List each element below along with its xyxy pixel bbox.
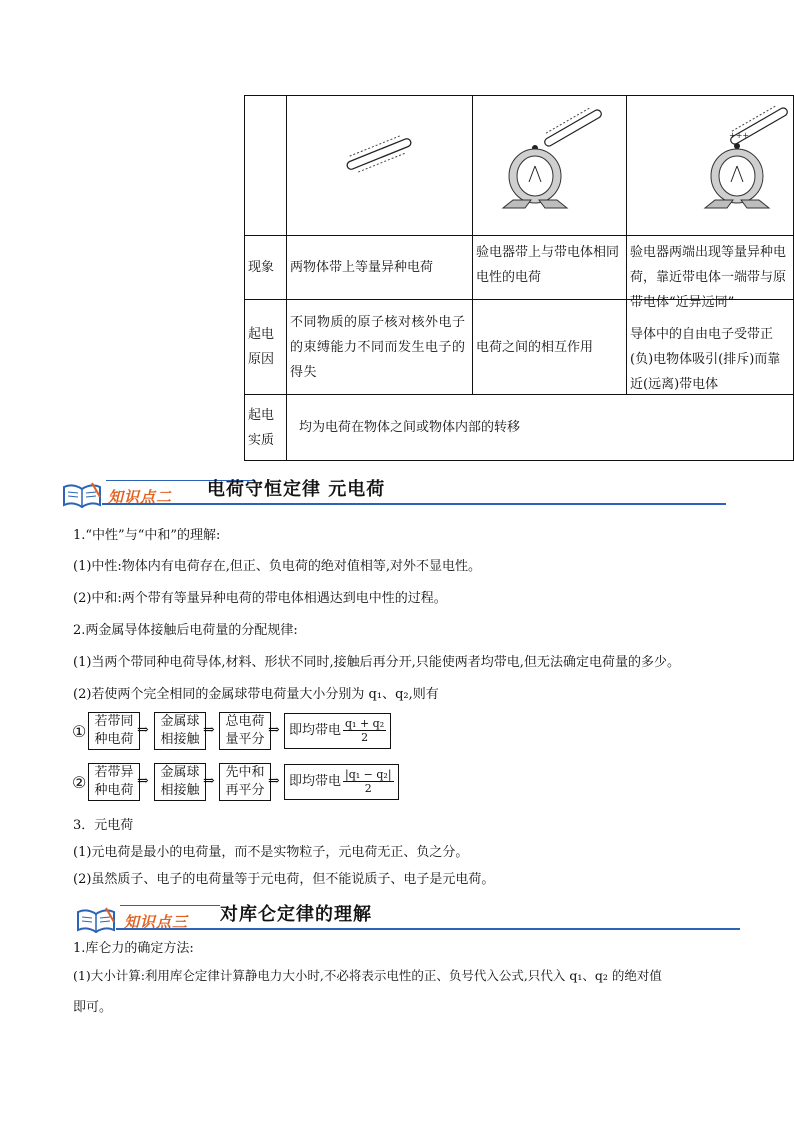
essence-cell: 均为电荷在物体之间或物体内部的转移 (287, 395, 794, 461)
paragraph: (1)中性:物体内有电荷存在,但正、负电荷的绝对值相等,对外不显电性。 (73, 559, 482, 574)
arrow-icon: ⇒ (268, 773, 280, 789)
paragraph: 1.“中性”与“中和”的理解: (73, 528, 221, 543)
fraction: $\frac{\text{q₁ + q₂}}{2}$ (345, 717, 385, 744)
phenomenon-contact: 验电器带上与带电体相同电性的电荷 (473, 236, 627, 300)
section-title: 对库仑定律的理解 (220, 904, 372, 925)
paragraph: 即可。 (73, 1000, 113, 1015)
paragraph: (1)大小计算:利用库仑定律计算静电力大小时,不必将表示电性的正、负号代入公式,只代入 q₁、q₂ 的绝对值 (73, 968, 662, 983)
table-row-essence (245, 395, 794, 461)
electroscope-contact-image (473, 96, 626, 226)
section-label: 知识点二 (108, 488, 173, 506)
electroscope-induction-image-cell (627, 96, 794, 236)
cause-induction: 导体中的自由电子受带正(负)电物体吸引(排斥)而靠近(远离)带电体 (627, 300, 794, 395)
paragraph: 3．元电荷 (73, 818, 134, 833)
arrow-icon: ⇒ (268, 722, 280, 738)
flow-step: 先中和再平分 (219, 763, 271, 801)
section-header-3 (62, 902, 740, 936)
electroscope-induction-image (627, 96, 787, 226)
electroscope-contact-image-cell (473, 96, 627, 236)
header-accent-line (120, 905, 220, 906)
flow-marker: ① (72, 722, 87, 741)
arrow-icon: ⇒ (137, 722, 149, 738)
row-label: 起电实质 (245, 395, 287, 461)
book-icon (62, 481, 102, 509)
flow-marker: ② (72, 773, 87, 792)
book-icon (76, 906, 116, 934)
friction-rods-image (287, 96, 472, 226)
cause-friction: 不同物质的原子核对核外电子的束缚能力不同而发生电子的得失 (287, 300, 473, 395)
svg-text:+++: +++ (729, 131, 750, 140)
flow-result: 即均带电 $\frac{\text{q₁ + q₂}}{2}$ (284, 713, 391, 749)
row-label: 起电原因 (245, 300, 287, 395)
section-title: 电荷守恒定律 元电荷 (207, 479, 386, 500)
flow-step: 若带异种电荷 (88, 763, 140, 801)
table-row-phenomenon (245, 236, 794, 300)
flow-step: 总电荷量平分 (219, 712, 271, 750)
flow-step: 若带同种电荷 (88, 712, 140, 750)
paragraph: (2)虽然质子、电子的电荷量等于元电荷，但不能说质子、电子是元电荷。 (73, 872, 495, 887)
section-header-2 (62, 477, 726, 511)
paragraph: 2.两金属导体接触后电荷量的分配规律: (73, 623, 298, 638)
paragraph: (2)若使两个完全相同的金属球带电荷量大小分别为 q₁、q₂,则有 (73, 687, 439, 702)
arrow-icon: ⇒ (203, 773, 215, 789)
flow-step: 金属球相接触 (154, 763, 206, 801)
paragraph: (2)中和:两个带有等量异种电荷的带电体相遇达到电中性的过程。 (73, 591, 447, 606)
phenomenon-induction: 验电器两端出现等量异种电荷，靠近带电体一端带与原带电体“近异远同” (627, 236, 794, 300)
paragraph: (1)当两个带同种电荷导体,材料、形状不同时,接触后再分开,只能使两者均带电,但无法确定电荷量的多少。 (73, 655, 680, 670)
cause-contact: 电荷之间的相互作用 (473, 300, 627, 395)
charging-methods-table (244, 95, 794, 461)
table-row-images (245, 96, 794, 236)
flow-step: 金属球相接触 (154, 712, 206, 750)
section-label: 知识点三 (124, 913, 189, 931)
phenomenon-friction: 两物体带上等量异种电荷 (287, 236, 473, 300)
arrow-icon: ⇒ (203, 722, 215, 738)
row-label: 现象 (245, 236, 287, 300)
flow-result: 即均带电 $\frac{\text{|q₁ − q₂|}}{2}$ (284, 764, 399, 800)
arrow-icon: ⇒ (137, 773, 149, 789)
paragraph: (1)元电荷是最小的电荷量，而不是实物粒子，元电荷无正、负之分。 (73, 845, 469, 860)
header-underline (116, 928, 740, 930)
paragraph: 1.库仑力的确定方法: (73, 941, 194, 956)
header-underline (102, 503, 726, 505)
table-cell-empty (245, 96, 287, 236)
rod-image-cell (287, 96, 473, 236)
fraction: $\frac{\text{|q₁ − q₂|}}{2}$ (345, 768, 392, 795)
